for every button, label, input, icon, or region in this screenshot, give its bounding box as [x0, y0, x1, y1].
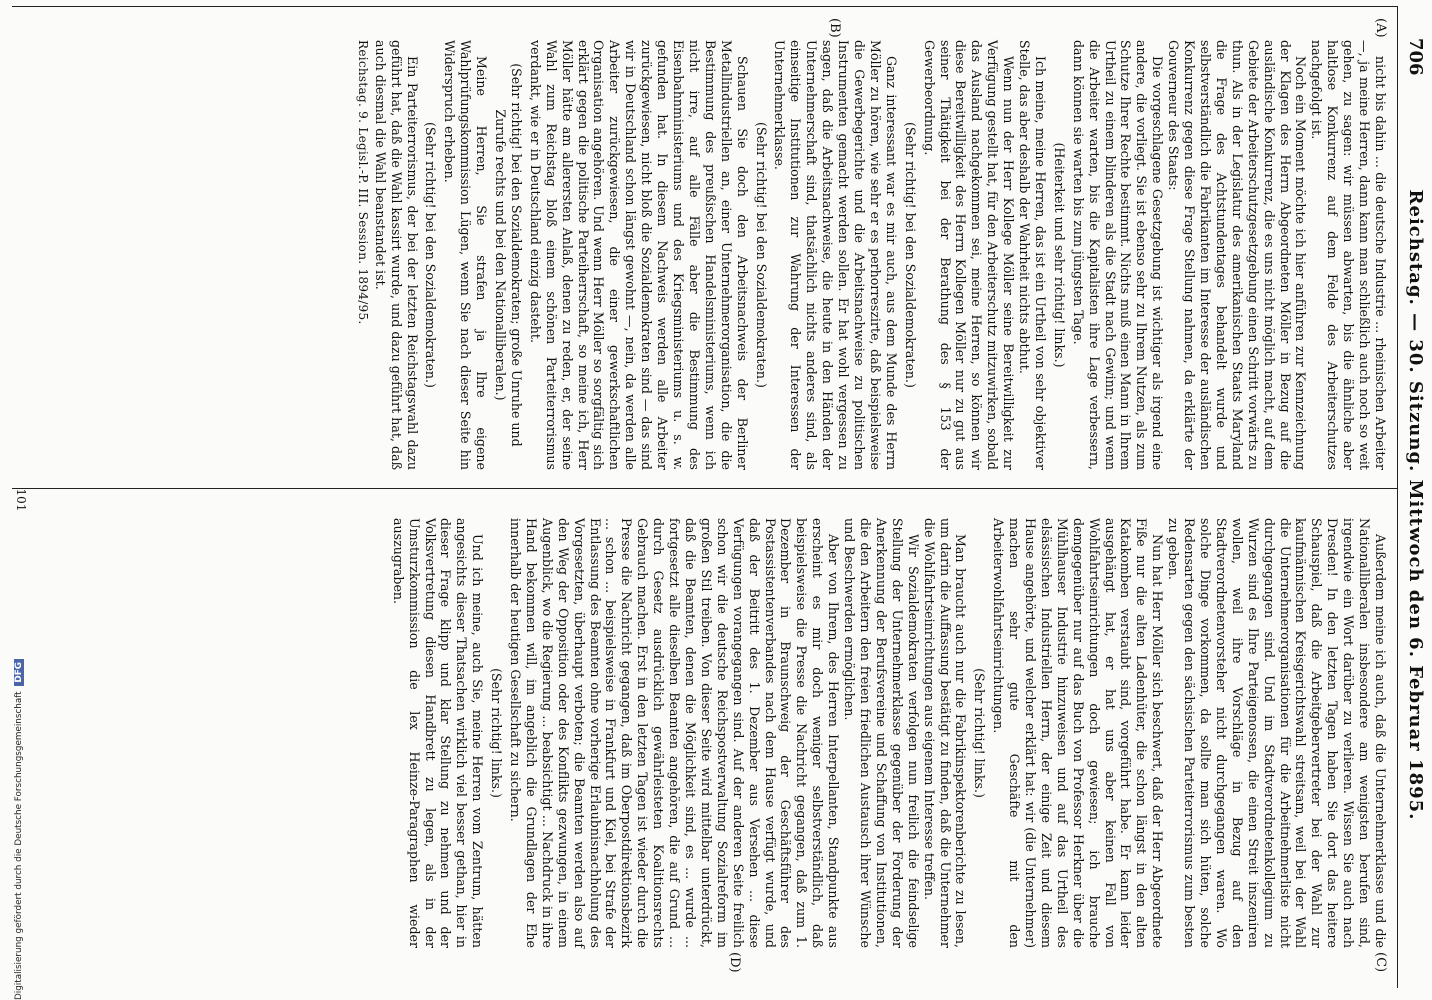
footer-line: Reichstag. 9. Legisl.-P. III. Session. 1894/95.: [355, 40, 370, 325]
right-text-column: [390, 518, 1388, 948]
paragraph: Ein Parteiterrorismus, der bei der letzten Reichstagswahl dazu geführt hat, daß die Wahl kassirt wurde, und dazu geführt hat, daß auch diesmal die Wahl beanstandet ist.: [372, 40, 420, 470]
margin-marker-b: (B): [827, 18, 842, 38]
page-title: Reichstag. — 30. Sitzung. Mittwoch den 6. Februar 1895.: [1405, 189, 1426, 821]
interjection: (Sehr richtig! bei den Sozialdemokraten; große Unruhe und Zurufe rechts und bei den Nationalliberalen.): [493, 63, 524, 447]
digitization-credit: [14, 0, 24, 1000]
paragraph: Man braucht auch nur die Fabrikinspektorenberichte zu lesen, um darin die Auffassung bestätigt zu finden, daß die Unternehmer die Wohlfahrtseinrichtungen aus eigenem Interesse treffen.: [921, 518, 969, 948]
paragraph: Noch ein Moment möchte ich hier anführen zur Kennzeichnung der Klagen des Herrn Abgeordneten Möller in Bezug auf die ausländische Konkurrenz, die es uns nicht möglich macht, auf dem Gebiete der Arbeiterschutzgesetzgebung einen Schritt vorwärts zu thun. Als in der Legislatur des amerikanischen Staats Maryland die Frage des Achtstundentages behandelt wurde und selbstverständlich die Fabrikanten im Interesse der ausländischen Konkurrenz gegen diese Frage Stellung nahmen, da erklärte der Gouverneur des Staats:: [1166, 40, 1309, 470]
interjection: (Sehr richtig! bei den Sozialdemokraten.): [902, 122, 918, 388]
paragraph: Aber von Ihrem, des Herren Interpellanten, Standpunkte aus erscheint es mir doch weniger selbstverständlich, daß beispielsweise die Presse die Nachricht gegangen, daß zum 1. Dezember in Braunschweig der Geschäftsführer des Postassistentenverbandes nach dem Hause verfügt wurde, und daß der Beitritt des 1. Dezember aus Versehen ... diese Verfügungen vorangegangen sind. Auf der anderen Seite freilich schon wir die deutsche Reichspostverwaltung Sozialreform im großen Stil treiben. Von dieser Seite wird mittelbar unterdrückt, daß die Beamten, denen die Möglichkeit sind, es ... wurde ... fortgesetzt alle dieselben Beamten angehören, die auf Grund ... durch Gesetz ausdrücklich gewährleisteten Koalitionsrechts Gebrauch machen. Erst in den letzten Tagen ist wieder durch die Presse die Nachricht gegangen, daß im Oberpostdirektionsbezirk ... schon ... beispielsweise in Frankfurt und Kiel, bei Strafe der Entlassung des Beamten ohne vorherige Erlaubnisnachholung des Vorgesetzten, überhaupt verboten; die Beamten werden also auf den Weg der Opposition oder des Konflikts gezwungen, in einem Augenblick, wo die Regierung ... beabsichtigt ... Nachdruck in ihre Hand bekommen will, im angeblich die Grundlagen der Ehe innerhalb der heutigen Gesellschaft zu sichern.: [508, 518, 842, 948]
interjection: (Heiterkeit und sehr richtig! links.): [1051, 142, 1067, 368]
paragraph: Die vorgeschlagene Gesetzgebung ist wichtiger als irgend eine andere, die vorliegt. Sie ist ebenso sehr zu Ihrem Nutzen, als zum Schutze Ihrer Rechte bestimmt. Nichts muß einen Mann in Ihrem Urtheil zu einem blinderen als die Stadt nach Gewinn; und wenn die Arbeiter warten, bis die Kapitalisten ihre Lage verbessern, dann können sie warten bis zum jüngsten Tage.: [1070, 40, 1166, 470]
paragraph: nicht bis dahin ... die deutsche Industrie ... rheinischen Arbeiter —, ja meine Herren, dann kann man schließlich auch noch so weit gehen, zu sagen: wir müssen abwarten, bis die ähnliche aber haltlose Konkurrenz auf dem Felde des Arbeiterschutzes nachgefolgt ist.: [1309, 40, 1388, 470]
interjection: (Sehr richtig! links.): [489, 668, 505, 798]
page-number: 706: [1405, 38, 1426, 76]
bottom-page-number: 101: [14, 488, 28, 512]
margin-marker-c: (C): [1373, 952, 1388, 973]
header-rule: [1397, 6, 1398, 988]
column-divider: [12, 488, 1398, 489]
credit-text: Digitalisierung gefördert durch die Deutsche Forschungsgemeinschaft: [14, 691, 24, 1000]
left-border-rule: [12, 6, 1398, 7]
left-text-column: [354, 40, 1388, 470]
interjection: (Sehr richtig! bei den Sozialdemokraten.): [753, 122, 769, 388]
paragraph: Ganz interessant war es mir auch, aus dem Munde des Herrn Möller zu hören, wie sehr er es perhorreszirte, daß beispielsweise die Gewerbegerichte und die Arbeitsnachweise zu politischen Instrumenten gemacht werden sollen. Er hat wohl vergessen zu sagen, daß die Arbeitsnachweise, die heute in den Händen der Unternehmerschaft sind, thatsächlich nichts anderes sind, als einseitige Institutionen zur Wahrung der Interessen der Unternehmerklasse.: [772, 40, 899, 470]
page-header: [1402, 30, 1426, 980]
paragraph: Nun hat Herr Möller sich beschwert, daß der Herr Abgeordnete Fiße nur die alten Ladenhüter, die schon längst in den alten Katakomben verstaubt sind, vorgeführt habe. Er kann leider ausgehängt hat, er hat uns aber keinen Fall von Wohlfahrtseinrichtungen doch gewiesen; ich brauche demgegenüber nur auf das Buch von Professor Herkner über die Mühlhauser Industrie hinzuweisen und auf das Urtheil des elsässischen Industriellen Herrn, der einige Zeit und diesem Hause angehörte, und welcher erklärt hat: wir (die Unternehmer) machen sehr gute Geschäfte mit den Arbeiterwohlfahrtseinrichtungen.: [991, 518, 1166, 948]
paragraph: Außerdem meine ich auch, daß die Unternehmerklasse und die Nationalliberalen insbesondere am wenigsten berufen sind, irgendwie ein Wort darüber zu verlieren. Wissen Sie auch nach Dresden! In den letzten Tagen haben Sie dort das heitere Schauspiel, daß die Arbeitgebervertreter bei der Wahl zur kaufmännischen Kreisgerichtswahl streitsam, weil bei der Wahl die Unternehmerorganisationen für die Arbeitnehmerliste nicht durchgegangen sind. Und im Stadtverordnetenkollegium zu Wurzen sind es Ihre Parteigenossen, die einen Streit inszeniren wollen, weil ihre Vorschläge in Bezug auf den Stadtverordnetenvorsteher nicht durchgegangen waren. Wo solche Dinge vorkommen, da sollte man sich hüten, solche Redensarten gegen den sächsischen Parteiterrorismus zum besten zu geben.: [1166, 518, 1388, 948]
interjection: (Sehr richtig! bei den Sozialdemokraten.): [423, 122, 439, 388]
paragraph: Wir Sozialdemokraten verfolgen nun freilich die feindselige Stellung der Unternehmerklasse gegenüber der Forderung der Anerkennung der Berufsvereine und Schaffung von Institutionen, die den Arbeitern den freien friedlichen Austausch ihrer Wünsche und Beschwerden ermöglichen.: [842, 518, 921, 948]
paragraph: Wenn nun der Herr Kollege Möller seine Bereitwilligkeit zur Verfügung gestellt hat, für den Arbeiterschutz mitzuwirken, sobald das Ausland nachgekommen sei, meine Herren, so können wir diese Bereitwilligkeit des Herrn Kollegen Möller nur zu gut aus seiner Thätigkeit bei der Berathung des § 153 der Gewerbeordnung.: [921, 40, 1017, 470]
interjection: (Sehr richtig! links.): [972, 668, 988, 798]
paragraph: Ich meine, meine Herren, das ist ein Urtheil von sehr objektiver Stelle, das aber deshalb der Wahrheit nichts abthut.: [1017, 40, 1048, 470]
dfg-logo: DFG: [14, 659, 24, 686]
paragraph: Und ich meine, auch Sie, meine Herren vom Zentrum, hätten angesichts dieser Thatsachen wirklich viel besser gethan, hier in dieser Frage klipp und klar Stellung zu nehmen und der Volksvertretung diesen Handbrett zu legen, als in der Umsturzkommission die lex Heinze-Paragraphen wieder auszugraben.: [390, 518, 486, 948]
paragraph: Schauen Sie doch den Arbeitsnachweis der Berliner Metallindustriellen an, einer Unternehmerorganisation, die die Bestimmung des preußischen Handelsministeriums, wenn ich nicht irre, auf alle Fälle aber die Bestimmung des Eisenbahnministeriums und des Kriegsministeriums u. s. w. gefunden hat. In diesem Nachweis werden alle Arbeiter zurückgewiesen, nicht bloß die Sozialdemokraten sind — das sind wir in Deutschland schon längst gewohnt —, nein, da werden alle Arbeiter zurückgewiesen, die einer gewerkschaftlichen Organisation angehören. Und wenn Herr Möller so sorgfältig sich erklärt gegen die politische Parteiherrschaft, so meine ich, Herr Möller hätte am allerersten Anlaß, denen zu reden, er, der seine Wahl zum Reichstag bloß einem schönen Parteiterrorismus verdankt, wie er in Deutschland einzig dasteht.: [527, 40, 750, 470]
margin-marker-a: (A): [1373, 18, 1388, 38]
paragraph: Meine Herren, Sie strafen ja Ihre eigene Wahlprüfungskommission Lügen, wenn Sie nach dieser Seite hin Widerspruch erheben.: [442, 40, 490, 470]
margin-marker-d: (D): [727, 952, 742, 973]
